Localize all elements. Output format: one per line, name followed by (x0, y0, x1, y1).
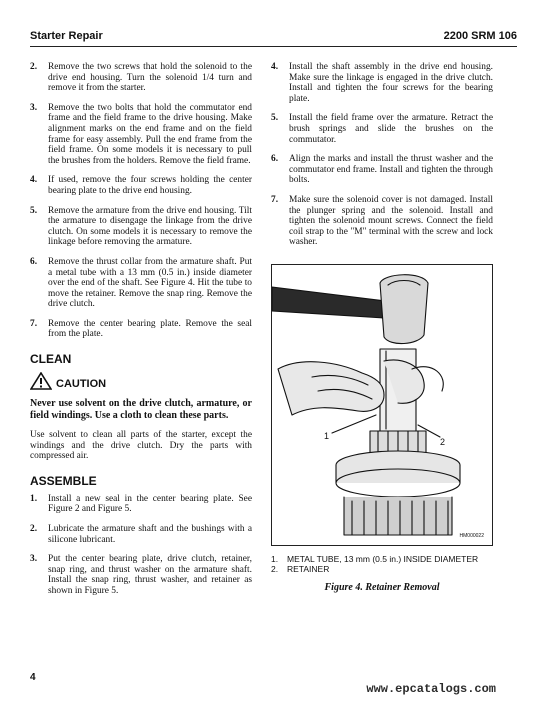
list-item (30, 103, 252, 167)
list-item (271, 113, 493, 145)
step-text: Make sure the solenoid cover is not damaged. Install the plunger spring and the solenoid. Install and tighten the solenoid mount screws. Connect the field coil strap to the "M" terminal with the screw and lock washer. (289, 194, 493, 248)
step-text: Put the center bearing plate, drive clutch, retainer, snap ring, and thrust washer on the armature shaft. Install the snap ring, thrust washer, and retainer as shown in Figure 5. (48, 554, 252, 596)
step-number: 6. (30, 256, 38, 267)
step-number: 2. (30, 62, 38, 72)
step-number: 6. (271, 154, 279, 165)
caution-header (30, 372, 252, 395)
assemble-heading: ASSEMBLE (30, 473, 97, 488)
right-column (271, 62, 493, 257)
list-item (30, 494, 252, 515)
legend-number: 1. (271, 554, 279, 564)
retainer-removal-illustration (272, 265, 492, 545)
step-text: Install the shaft assembly in the drive end housing. Make sure the linkage is engaged in the drive clutch. Install and tighten the four screws for the bearing plate. (289, 62, 493, 104)
step-number: 4. (271, 62, 279, 72)
caution-triangle-icon (30, 372, 52, 395)
header-rule (30, 46, 517, 47)
clean-heading: CLEAN (30, 352, 72, 367)
legend-item (271, 554, 496, 564)
caution-label: CAUTION (56, 377, 107, 390)
list-item (30, 206, 252, 248)
step-number: 2. (30, 524, 38, 535)
step-text: Remove the two bolts that hold the commutator end frame and the field frame to the drive housing. Make alignment marks on the end frame and on the field frame for easy assembly. Pull the end frame from the field frame. On some models it is necessary to pull the brushes from the holders. Remove the field frame. (48, 102, 252, 166)
legend-number: 2. (271, 564, 279, 574)
legend-text: RETAINER (287, 564, 330, 574)
figure-caption: Figure 4. Retainer Removal (324, 582, 440, 593)
step-text: Lubricate the armature shaft and the bushings with a silicone lubricant. (48, 524, 252, 545)
legend-text: METAL TUBE, 13 mm (0.5 in.) INSIDE DIAMETER (287, 554, 479, 564)
step-number: 7. (30, 318, 38, 329)
step-number: 1. (30, 493, 38, 504)
step-text: Remove the armature from the drive end housing. Tilt the armature to disengage the linkage from the drive clutch. On some models it is necessary to remove the linkage before removing the armature. (48, 205, 252, 248)
step-number: 5. (30, 205, 38, 216)
figure-code: HM000022 (459, 533, 484, 539)
callout-1-label: 1 (324, 431, 330, 441)
list-item (271, 195, 493, 248)
step-number: 4. (30, 175, 38, 186)
left-column (30, 62, 252, 606)
list-item (271, 154, 493, 186)
list-item (30, 524, 252, 545)
list-item (30, 319, 252, 340)
list-item (30, 257, 252, 310)
step-text: Install the field frame over the armature. Retract the brush springs and slide the brushes on the commutator. (289, 113, 493, 145)
legend-item (271, 564, 496, 574)
list-item (30, 62, 252, 94)
page-number: 4 (30, 672, 36, 683)
page-header-code: 2200 SRM 106 (443, 30, 517, 42)
page-header-title: Starter Repair (30, 30, 103, 42)
list-item (30, 554, 252, 596)
step-text: Remove the center bearing plate. Remove the seal from the plate. (48, 318, 252, 340)
step-number: 3. (30, 554, 38, 565)
list-item (271, 62, 493, 104)
caution-text: Never use solvent on the drive clutch, armature, or field windings. Use a cloth to clean these parts. (30, 398, 252, 421)
list-item (30, 175, 252, 196)
step-text: If used, remove the four screws holding the center bearing plate to the drive end housing. (48, 175, 252, 196)
step-number: 3. (30, 102, 38, 113)
step-text: Align the marks and install the thrust washer and the commutator end frame. Install and tighten the through bolts. (289, 154, 493, 186)
watermark: www.epcatalogs.com (366, 682, 496, 696)
figure-legend (271, 554, 496, 574)
clean-body: Use solvent to clean all parts of the starter, except the windings and the drive clutch. Dry the parts with compressed air. (30, 430, 252, 462)
callout-2-label: 2 (440, 437, 446, 447)
step-number: 7. (271, 194, 279, 205)
step-number: 5. (271, 113, 279, 124)
step-text: Remove the two screws that hold the solenoid to the drive end housing. Turn the solenoid 1/4 turn and remove it from the starter. (48, 62, 252, 94)
retainer-removal-figure (271, 264, 493, 546)
step-text: Remove the thrust collar from the armature shaft. Put a metal tube with a 13 mm (0.5 in.) inside diameter over the end of the shaft. See Figure 4. Hit the tube to move the retainer. Remove the snap ring. Remove the drive clutch. (48, 256, 252, 310)
step-text: Install a new seal in the center bearing plate. See Figure 2 and Figure 5. (48, 493, 252, 515)
